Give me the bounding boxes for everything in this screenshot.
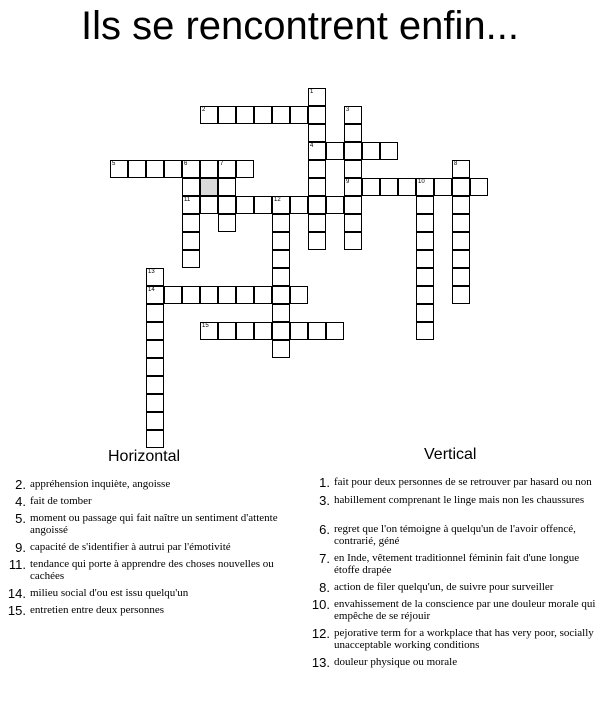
grid-cell[interactable] — [326, 196, 344, 214]
horizontal-heading: Horizontal — [108, 448, 181, 465]
grid-cell[interactable] — [182, 250, 200, 268]
clue-number: 12. — [311, 626, 330, 641]
cell-number: 3 — [346, 107, 350, 113]
grid-cell[interactable] — [164, 160, 182, 178]
clue-vertical-8 — [304, 581, 600, 594]
clue-horizontal-11 — [0, 558, 306, 582]
grid-cell[interactable] — [308, 196, 326, 214]
grid-cell[interactable] — [146, 394, 164, 412]
grid-cell[interactable] — [452, 196, 470, 214]
grid-cell[interactable] — [236, 286, 254, 304]
grid-cell[interactable] — [452, 250, 470, 268]
clue-horizontal-9 — [0, 541, 306, 554]
grid-cell[interactable] — [416, 214, 434, 232]
grid-cell[interactable] — [146, 160, 164, 178]
grid-cell[interactable] — [308, 322, 326, 340]
cell-number: 6 — [184, 161, 188, 167]
grid-cell[interactable] — [182, 178, 200, 196]
cell-number: 5 — [112, 161, 116, 167]
clue-text: milieu social d'ou est issu quelqu'un — [30, 587, 189, 599]
cell-number: 15 — [202, 323, 209, 329]
grid-cell[interactable] — [182, 232, 200, 250]
clue-number: 15. — [7, 603, 26, 618]
grid-cell-shaded — [200, 178, 218, 196]
grid-cell[interactable] — [146, 322, 164, 340]
grid-cell[interactable] — [272, 232, 290, 250]
grid-cell[interactable] — [254, 196, 272, 214]
grid-cell[interactable] — [290, 322, 308, 340]
grid-cell[interactable] — [254, 286, 272, 304]
grid-cell[interactable] — [218, 322, 236, 340]
grid-cell[interactable] — [146, 412, 164, 430]
grid-cell[interactable] — [344, 232, 362, 250]
grid-cell[interactable] — [308, 214, 326, 232]
grid-cell[interactable] — [344, 142, 362, 160]
vertical-clue-list — [304, 476, 600, 669]
grid-cell[interactable] — [416, 268, 434, 286]
grid-cell[interactable] — [236, 196, 254, 214]
clue-text: pejorative term for a workplace that has very poor, socially unacceptable working conditions — [334, 627, 594, 651]
grid-cell[interactable] — [146, 340, 164, 358]
clue-text: action de filer quelqu'un, de suivre pour surveiller — [334, 581, 554, 593]
grid-cell[interactable] — [110, 160, 128, 178]
grid-cell[interactable] — [290, 106, 308, 124]
horizontal-clue-list — [0, 478, 306, 617]
grid-cell[interactable] — [236, 160, 254, 178]
grid-cell[interactable] — [452, 286, 470, 304]
clue-number: 10. — [311, 597, 330, 612]
clue-text: appréhension inquiète, angoisse — [30, 478, 171, 490]
grid-cell[interactable] — [416, 304, 434, 322]
grid-cell[interactable] — [452, 160, 470, 178]
grid-cell[interactable] — [452, 178, 470, 196]
cell-number: 14 — [148, 287, 155, 293]
clue-text: fait pour deux personnes de se retrouver par hasard ou non — [334, 476, 592, 488]
clue-number: 8. — [319, 580, 330, 595]
clue-horizontal-2 — [0, 478, 306, 491]
grid-cell[interactable] — [416, 178, 434, 196]
cell-number: 4 — [310, 143, 314, 149]
grid-cell[interactable] — [272, 322, 290, 340]
grid-cell[interactable] — [182, 286, 200, 304]
clue-text: tendance qui porte à apprendre des choses nouvelles ou cachées — [30, 558, 274, 582]
cell-number: 7 — [220, 161, 224, 167]
grid-cell[interactable] — [452, 214, 470, 232]
clue-text: en Inde, vêtement traditionnel féminin fait d'une longue étoffe drapée — [334, 552, 580, 576]
grid-cell[interactable] — [200, 196, 218, 214]
grid-cell[interactable] — [344, 106, 362, 124]
grid-cell[interactable] — [398, 178, 416, 196]
grid-cell[interactable] — [200, 106, 218, 124]
grid-cell[interactable] — [416, 250, 434, 268]
grid-cell[interactable] — [200, 322, 218, 340]
clue-text: moment ou passage qui fait naître un sentiment d'attente angoissé — [30, 512, 278, 536]
grid-cell[interactable] — [326, 322, 344, 340]
clue-number: 13. — [311, 655, 330, 670]
grid-cell[interactable] — [308, 88, 326, 106]
clue-vertical-6 — [304, 523, 600, 547]
clue-text: envahissement de la conscience par une douleur morale qui empêche de se réjouir — [334, 598, 596, 622]
clue-number: 4. — [15, 494, 26, 509]
clue-horizontal-4 — [0, 495, 306, 508]
grid-cell[interactable] — [272, 268, 290, 286]
grid-cell[interactable] — [146, 286, 164, 304]
grid-cell[interactable] — [362, 178, 380, 196]
grid-cell[interactable] — [236, 322, 254, 340]
grid-cell[interactable] — [146, 430, 164, 448]
grid-cell[interactable] — [470, 178, 488, 196]
clue-text: regret que l'on témoigne à quelqu'un de l'avoir offencé, contrarié, géné — [334, 523, 576, 547]
cell-number: 10 — [418, 179, 425, 185]
grid-cell[interactable] — [146, 268, 164, 286]
grid-cell[interactable] — [218, 160, 236, 178]
clue-number: 9. — [15, 540, 26, 555]
vertical-heading: Vertical — [424, 446, 477, 463]
grid-cell[interactable] — [308, 160, 326, 178]
grid-cell[interactable] — [308, 142, 326, 160]
grid-cell[interactable] — [326, 142, 344, 160]
clue-text: douleur physique ou morale — [334, 656, 458, 668]
clue-vertical-7 — [304, 552, 600, 576]
grid-cell[interactable] — [128, 160, 146, 178]
grid-cell[interactable] — [146, 358, 164, 376]
grid-cell[interactable] — [452, 268, 470, 286]
clue-vertical-10 — [304, 598, 600, 622]
grid-cell[interactable] — [344, 124, 362, 142]
grid-cell[interactable] — [218, 286, 236, 304]
grid-cell[interactable] — [272, 340, 290, 358]
grid-cell[interactable] — [434, 178, 452, 196]
grid-cell[interactable] — [218, 178, 236, 196]
grid-cell[interactable] — [308, 124, 326, 142]
cell-number: 2 — [202, 107, 206, 113]
grid-cell[interactable] — [308, 106, 326, 124]
grid-cell[interactable] — [416, 232, 434, 250]
cell-number: 9 — [346, 179, 350, 185]
grid-cell[interactable] — [344, 214, 362, 232]
grid-cell[interactable] — [308, 232, 326, 250]
cell-number: 8 — [454, 161, 458, 167]
clue-horizontal-5 — [0, 512, 306, 536]
grid-cell[interactable] — [272, 214, 290, 232]
clue-number: 7. — [319, 551, 330, 566]
clue-horizontal-15 — [0, 604, 306, 617]
puzzle-title: Ils se rencontrent enfin... — [80, 4, 519, 48]
clue-horizontal-14 — [0, 587, 306, 600]
grid-cell[interactable] — [236, 106, 254, 124]
clue-number: 11. — [8, 557, 26, 572]
grid-cell[interactable] — [146, 304, 164, 322]
grid-cell[interactable] — [272, 106, 290, 124]
grid-cell[interactable] — [416, 286, 434, 304]
clue-number: 2. — [15, 477, 26, 492]
clue-text: habillement comprenant le linge mais non les chaussures — [334, 494, 585, 506]
clue-vertical-1 — [304, 476, 600, 489]
grid-cell[interactable] — [362, 142, 380, 160]
grid-cell[interactable] — [290, 286, 308, 304]
grid-cell[interactable] — [272, 286, 290, 304]
grid-cell[interactable] — [380, 142, 398, 160]
grid-cell[interactable] — [344, 178, 362, 196]
clue-text: entretien entre deux personnes — [30, 604, 165, 616]
clue-text: capacité de s'identifier à autrui par l'émotivité — [30, 541, 231, 553]
grid-cell[interactable] — [218, 106, 236, 124]
grid-cell[interactable] — [182, 160, 200, 178]
grid-cell[interactable] — [200, 286, 218, 304]
grid-cell[interactable] — [182, 196, 200, 214]
grid-cell[interactable] — [344, 160, 362, 178]
cell-number: 11 — [184, 197, 191, 203]
cell-number: 1 — [310, 89, 314, 95]
cell-number: 12 — [274, 197, 281, 203]
grid-cell[interactable] — [272, 304, 290, 322]
grid-cell[interactable] — [308, 178, 326, 196]
clue-vertical-13 — [304, 656, 600, 669]
clue-number: 5. — [15, 511, 26, 526]
grid-cell[interactable] — [272, 196, 290, 214]
grid-cell[interactable] — [254, 106, 272, 124]
grid-cell[interactable] — [182, 214, 200, 232]
grid-cell[interactable] — [218, 196, 236, 214]
grid-cell[interactable] — [254, 322, 272, 340]
grid-cell[interactable] — [218, 214, 236, 232]
cell-number: 13 — [148, 269, 155, 275]
grid-cell[interactable] — [416, 196, 434, 214]
grid-cell[interactable] — [272, 250, 290, 268]
clue-number: 6. — [319, 522, 330, 537]
clue-number: 14. — [7, 586, 26, 601]
grid-cell[interactable] — [146, 376, 164, 394]
grid-cell[interactable] — [344, 196, 362, 214]
clue-vertical-3 — [304, 494, 600, 507]
clue-number: 3. — [319, 493, 330, 508]
clue-number: 1. — [319, 475, 330, 490]
grid-cell[interactable] — [452, 232, 470, 250]
grid-cell[interactable] — [416, 322, 434, 340]
grid-cell[interactable] — [380, 178, 398, 196]
grid-cell[interactable] — [200, 160, 218, 178]
clue-vertical-12 — [304, 627, 600, 651]
grid-cell[interactable] — [164, 286, 182, 304]
clue-text: fait de tomber — [30, 495, 92, 507]
grid-cell[interactable] — [290, 196, 308, 214]
